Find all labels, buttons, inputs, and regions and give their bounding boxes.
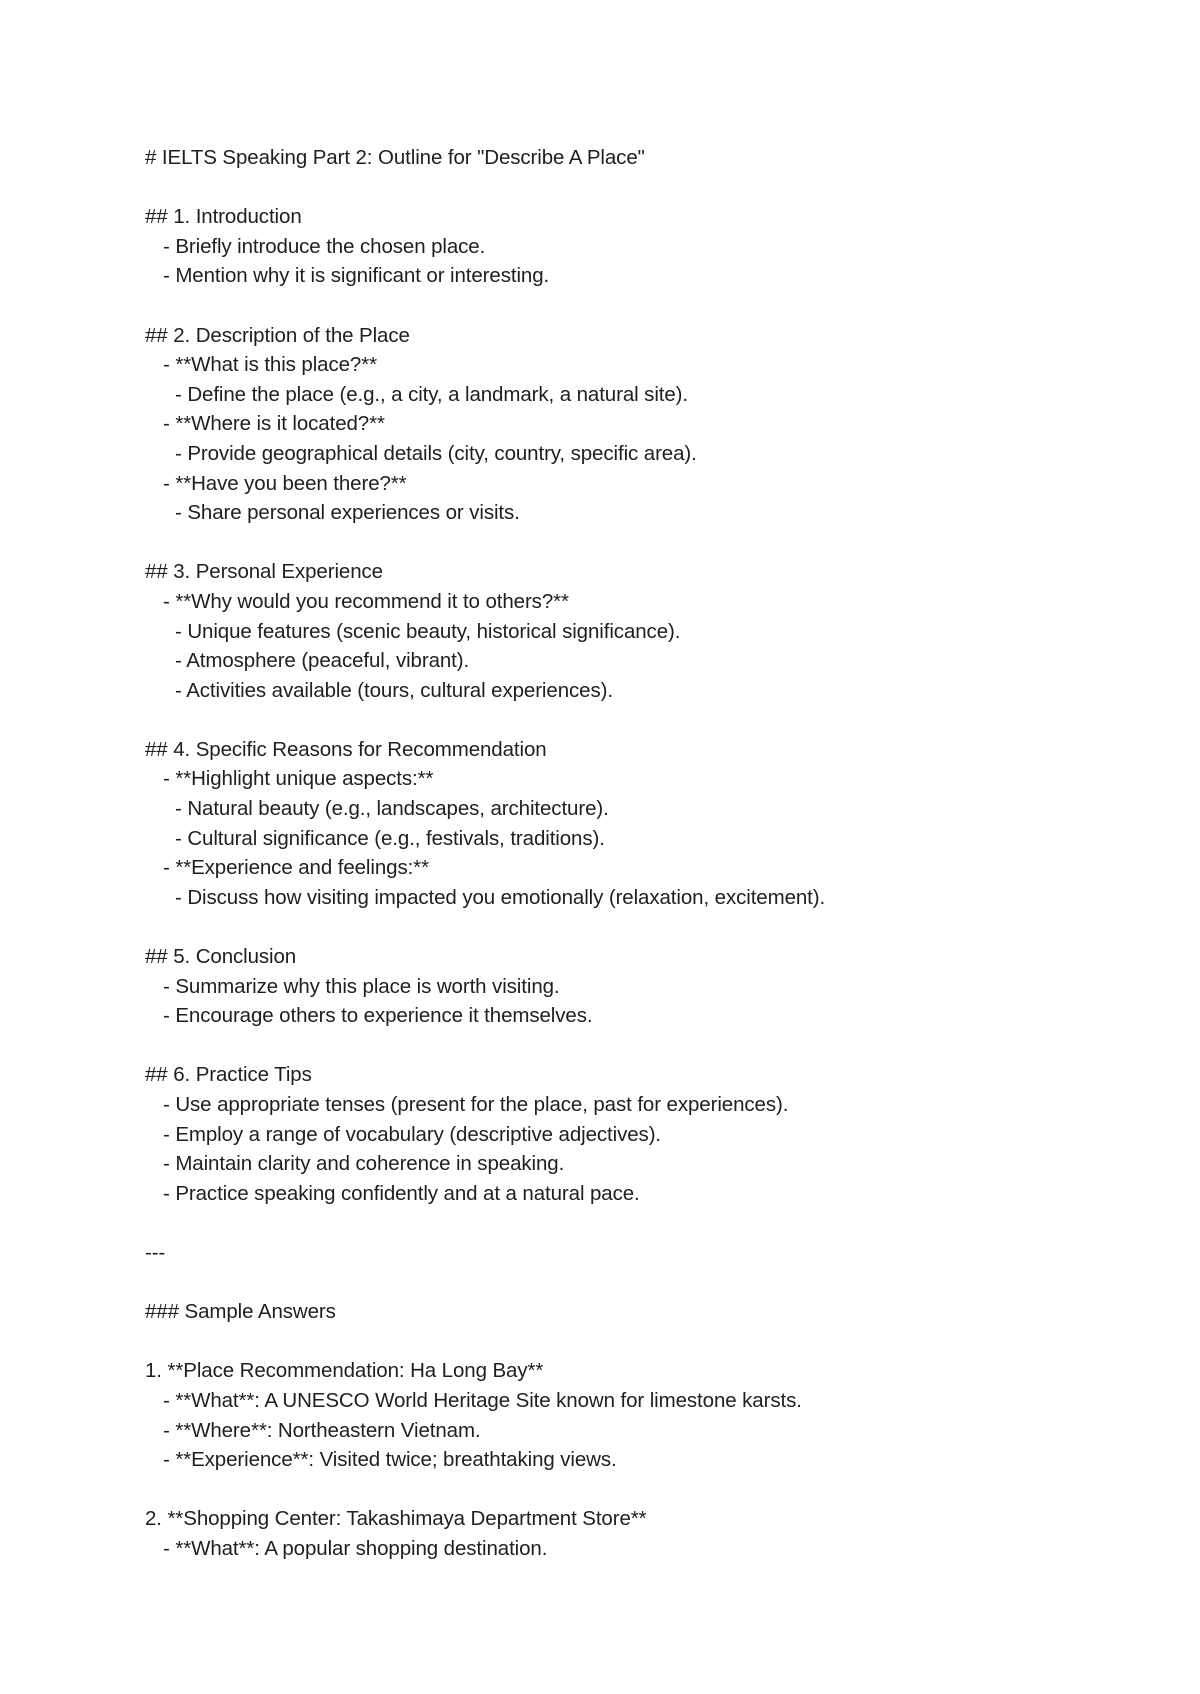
bullet-item: - **What**: A UNESCO World Heritage Site known for limestone karsts. [163,1388,802,1412]
bullet-item: - Briefly introduce the chosen place. [163,234,486,258]
blank-line [145,705,1145,735]
bullet-item: - Employ a range of vocabulary (descriptive adjectives). [163,1122,662,1146]
bullet-item: - Encourage others to experience it themselves. [163,1004,593,1028]
bullet-item: - Atmosphere (peaceful, vibrant). [175,649,470,673]
blank-line [145,173,1145,203]
bullet-item: - Use appropriate tenses (present for the place, past for experiences). [163,1093,789,1116]
bullet-item: - **Experience**: Visited twice; breathtaking views. [163,1448,617,1472]
blank-line [145,912,1145,942]
divider-text: --- [145,1240,166,1264]
section-heading: ## 4. Specific Reasons for Recommendation [145,737,547,761]
bullet-item: - **What**: A popular shopping destination. [163,1536,548,1560]
bullet-item: - Summarize why this place is worth visiting. [163,974,560,998]
section-heading: ## 1. Introduction [145,205,302,229]
blank-line [145,1268,1145,1298]
section-heading: ## 5. Conclusion [145,945,297,969]
subheading: ### Sample Answers [145,1300,336,1324]
blank-line [145,1208,1145,1238]
blank-line [145,528,1145,558]
document-body [145,143,1145,1564]
bullet-item: - **Where is it located?** [163,412,385,436]
bullet-item: - Activities available (tours, cultural experiences). [175,678,613,702]
document-title: # IELTS Speaking Part 2: Outline for "Describe A Place" [145,146,645,169]
bullet-item: - **What is this place?** [163,353,377,377]
section-heading: ## 3. Personal Experience [145,560,383,584]
bullet-item: - Discuss how visiting impacted you emotionally (relaxation, excitement). [175,885,826,909]
section-heading: ## 2. Description of the Place [145,323,410,347]
bullet-item: - **Where**: Northeastern Vietnam. [163,1418,481,1442]
bullet-item: - **Experience and feelings:** [163,856,429,880]
bullet-item: - **Why would you recommend it to others?** [163,589,569,613]
blank-line [145,1031,1145,1061]
bullet-item: - Share personal experiences or visits. [175,501,520,525]
bullet-item: - Define the place (e.g., a city, a landmark, a natural site). [175,382,688,406]
bullet-item: - Unique features (scenic beauty, historical significance). [175,619,681,643]
bullet-item: - Maintain clarity and coherence in speaking. [163,1152,565,1176]
numbered-item: 1. **Place Recommendation: Ha Long Bay** [145,1359,544,1383]
blank-line [145,1327,1145,1357]
bullet-item: - **Highlight unique aspects:** [163,767,434,791]
blank-line [145,291,1145,321]
section-heading: ## 6. Practice Tips [145,1063,312,1087]
bullet-item: - Natural beauty (e.g., landscapes, architecture). [175,797,609,821]
numbered-item: 2. **Shopping Center: Takashimaya Department Store** [145,1507,647,1531]
blank-line [145,1475,1145,1505]
bullet-item: - Provide geographical details (city, country, specific area). [175,441,697,465]
bullet-item: - Mention why it is significant or interesting. [163,264,550,288]
bullet-item: - Practice speaking confidently and at a natural pace. [163,1181,640,1205]
bullet-item: - **Have you been there?** [163,471,407,495]
bullet-item: - Cultural significance (e.g., festivals, traditions). [175,826,605,850]
